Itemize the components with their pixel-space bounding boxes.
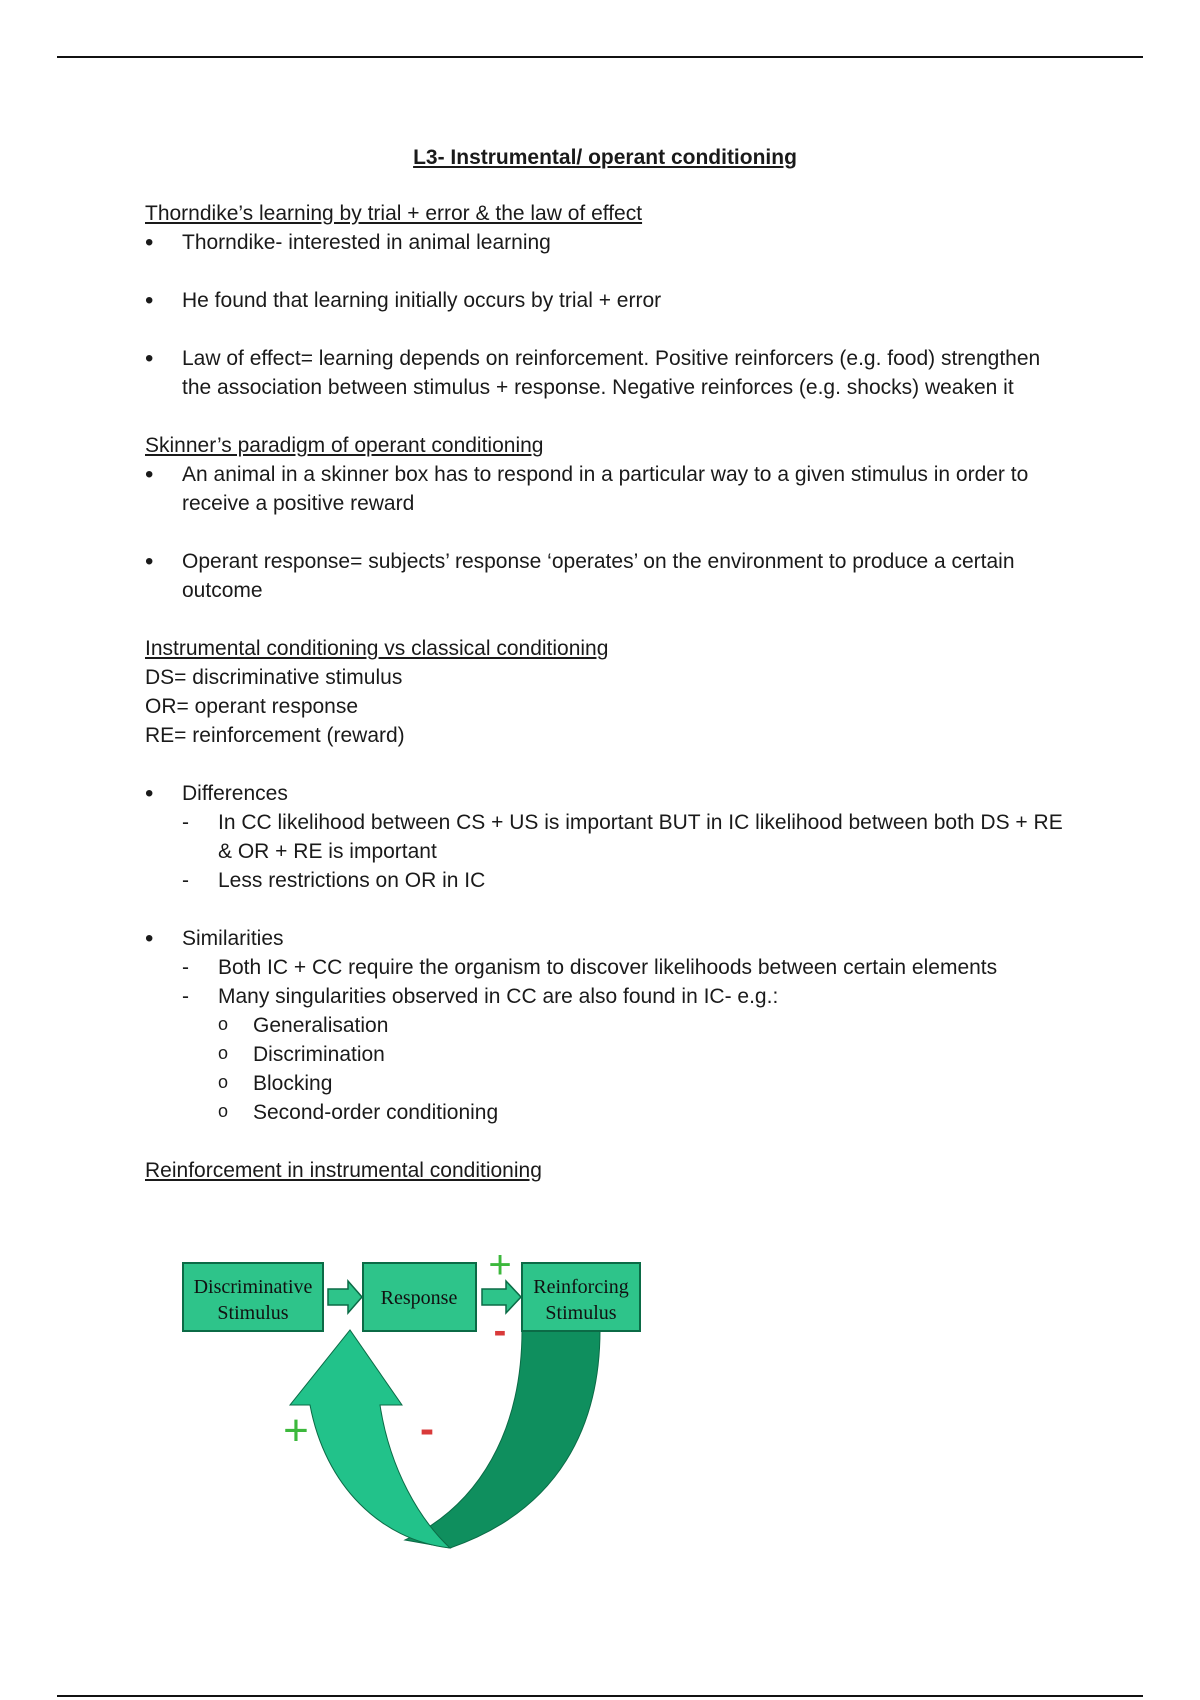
differences-subitems xyxy=(145,808,1065,895)
similarities-subitems xyxy=(145,953,1065,1011)
reinforcement-diagram xyxy=(180,1255,650,1555)
loop-arrow-dark xyxy=(405,1330,600,1548)
list-item: • Law of effect= learning depends on reinforcement. Positive reinforcers (e.g. food) strengthen the association between stimulus + response. Negative reinforces (e.g. shocks) weaken it xyxy=(145,344,1065,402)
plus-sign-top: + xyxy=(488,1255,512,1287)
heading-reinforcement: Reinforcement in instrumental conditioning xyxy=(145,1159,542,1182)
similarities-examples xyxy=(145,1011,1065,1127)
box2-label: Response xyxy=(380,1287,458,1309)
page-title: L3- Instrumental/ operant conditioning xyxy=(413,146,797,169)
list-item: o Discrimination xyxy=(145,1040,1065,1069)
similarities-list xyxy=(145,924,1065,953)
list-item: • Operant response= subjects’ response ‘operates’ on the environment to produce a certain outcome xyxy=(145,547,1065,605)
document-body xyxy=(145,143,1065,1185)
bottom-rule xyxy=(57,1695,1143,1697)
list-item: • Thorndike- interested in animal learning xyxy=(145,228,1065,257)
skinner-list xyxy=(145,460,1065,605)
thorndike-list xyxy=(145,228,1065,402)
diagram-svg xyxy=(180,1255,650,1555)
list-item-differences: • Differences xyxy=(145,779,1065,808)
minus-sign-top: - xyxy=(493,1310,507,1352)
list-item: • An animal in a skinner box has to respond in a particular way to a given stimulus in order to receive a positive reward xyxy=(145,460,1065,518)
list-item: o Generalisation xyxy=(145,1011,1065,1040)
list-item: - Many singularities observed in CC are also found in IC- e.g.: xyxy=(145,982,1065,1011)
differences-list xyxy=(145,779,1065,808)
top-rule xyxy=(57,56,1143,58)
box3-line1: Reinforcing xyxy=(533,1276,629,1298)
box1-line2: Stimulus xyxy=(217,1302,289,1324)
definition-or: OR= operant response xyxy=(145,695,359,718)
definition-re: RE= reinforcement (reward) xyxy=(145,724,405,747)
heading-ic-vs-cc: Instrumental conditioning vs classical conditioning xyxy=(145,637,609,660)
list-item: o Blocking xyxy=(145,1069,1065,1098)
list-item: • He found that learning initially occurs by trial + error xyxy=(145,286,1065,315)
box1-line1: Discriminative xyxy=(193,1276,313,1298)
heading-thorndike: Thorndike’s learning by trial + error & the law of effect xyxy=(145,202,643,225)
list-item: - Less restrictions on OR in IC xyxy=(145,866,1065,895)
minus-sign-loop: - xyxy=(420,1405,434,1452)
list-item: o Second-order conditioning xyxy=(145,1098,1065,1127)
list-item: - In CC likelihood between CS + US is important BUT in IC likelihood between both DS + RE & OR + RE is important xyxy=(145,808,1065,866)
definition-ds: DS= discriminative stimulus xyxy=(145,666,403,689)
box3-line2: Stimulus xyxy=(545,1302,617,1324)
list-item: - Both IC + CC require the organism to discover likelihoods between certain elements xyxy=(145,953,1065,982)
heading-skinner: Skinner’s paradigm of operant conditioning xyxy=(145,434,544,457)
arrow-ds-to-response xyxy=(328,1281,362,1313)
plus-sign-loop: + xyxy=(283,1406,309,1455)
list-item-similarities: • Similarities xyxy=(145,924,1065,953)
